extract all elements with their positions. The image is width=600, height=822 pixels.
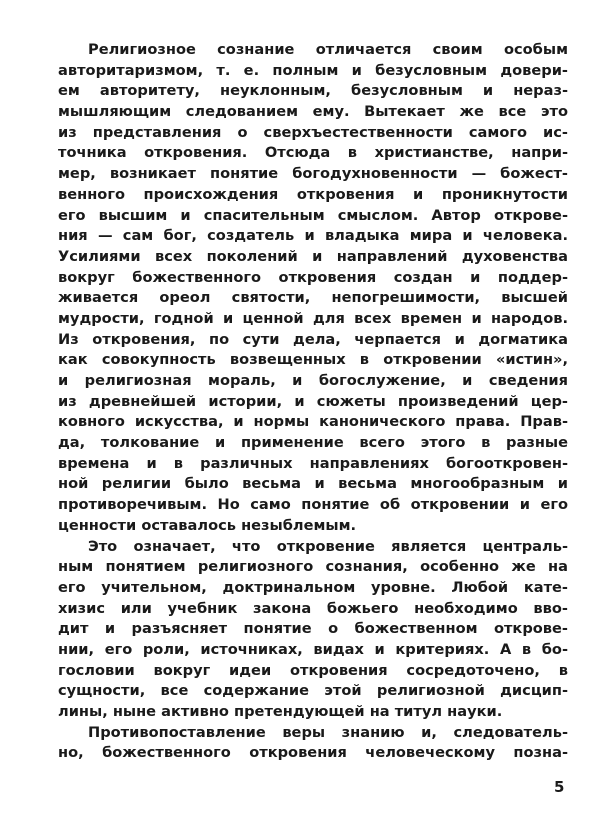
page-body [58,40,568,764]
text-line: Религиозное сознание отличается своим особым [88,41,568,58]
text-line: из представления о сверхъестественности самого ис- [58,123,568,141]
text-line: нии, его роли, источниках, видах и критериях. А в бо- [58,640,568,658]
text-line: дит и разъясняет понятие о божественном открове- [58,620,568,638]
text-line: да, толкование и применение всего этого в разные [58,434,568,452]
text-line: из древнейшей истории, и сюжеты произведений цер- [58,392,568,410]
text-line: вокруг божественного откровения создан и поддер- [58,268,568,286]
text-line: Из откровения, по сути дела, черпается и догматика [58,330,568,348]
text-line: хизис или учебник закона божьего необходимо вво- [58,599,568,617]
text-line: сущности, все содержание этой религиозной дисцип- [58,682,568,700]
text-line: мер, возникает понятие богодухновенности — божест- [58,165,568,183]
text-line: ным понятием религиозного сознания, особенно же на [58,558,568,576]
text-line: Противопоставление веры знанию и, следователь- [88,723,568,741]
text-line: живается ореол святости, непогрешимости, высшей [58,289,568,307]
text-line: мудрости, годной и ценной для всех времен и народов. [58,309,568,327]
text-line: его высшим и спасительным смыслом. Автор открове- [58,206,568,224]
text-line: ной религии было весьма и весьма многообразным и [58,475,568,493]
text-line: авторитаризмом, т. е. полным и безусловным довери- [58,61,568,79]
text-line: лины, ныне активно претендующей на титул науки. [58,703,503,720]
text-line: времена и в различных направлениях богооткровен- [58,454,568,472]
text-line: и религиозная мораль, и богослужение, и сведения [58,372,568,389]
text-line: ем авторитету, неуклонным, безусловным и нераз- [58,82,568,100]
text-line: Это означает, что откровение является централь- [88,537,568,555]
text-line: ния — сам бог, создатель и владыка мира и человека. [58,227,568,245]
text-line: ковного искусства, и нормы канонического права. Прав- [58,413,568,431]
text-line: противоречивым. Но само понятие об откровении и его [58,496,568,514]
page-number: 5 [554,778,565,796]
text-line: ценности оставалось незыблемым. [58,516,357,534]
text-line: точника откровения. Отсюда в христианстве, напри- [58,144,568,162]
text-line: гословии вокруг идеи откровения сосредоточено, в [58,661,568,679]
text-line: мышляющим следованием ему. Вытекает же все это [58,103,568,121]
text-line: как совокупность возвещенных в откровении «истин», [58,351,568,369]
text-line: его учительном, доктринальном уровне. Любой кате- [58,578,568,596]
text-line: Усилиями всех поколений и направлений духовенства [58,247,568,265]
text-line: венного происхождения откровения и проникнутости [58,185,568,203]
text-line: но, божественного откровения человеческому позна- [58,744,568,762]
